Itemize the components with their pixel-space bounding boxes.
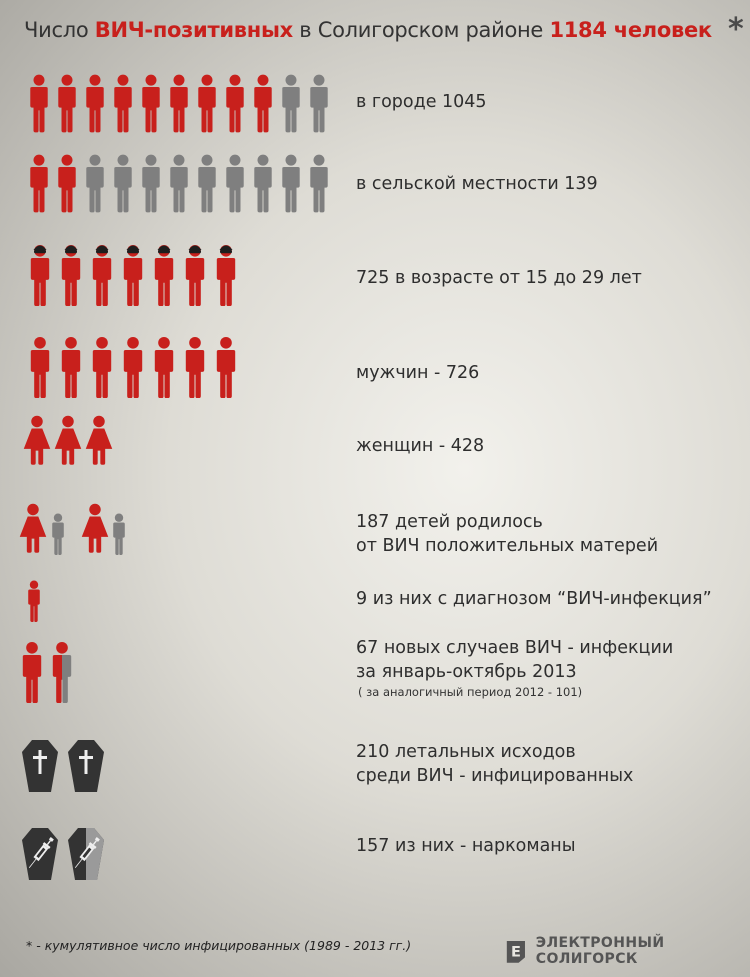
row-addicts-text: 157 из них - наркоманы — [356, 836, 576, 856]
row-women-text: женщин - 428 — [356, 436, 485, 456]
young-man-icon — [62, 245, 80, 306]
man-icon — [186, 337, 204, 398]
row-addicts-pictograms — [22, 828, 104, 880]
row-youth-text: 725 в возрасте от 15 до 29 лет — [356, 268, 642, 288]
child-icon — [113, 514, 125, 555]
child-icon — [52, 514, 64, 555]
man-icon — [23, 642, 41, 703]
coffin-syringe-icon — [22, 828, 58, 880]
title-highlight-total: 1184 человек — [549, 18, 712, 42]
row-children-text: 187 детей родилось от ВИЧ положительных матерей — [356, 512, 659, 556]
man-icon — [254, 155, 271, 213]
man-icon — [58, 155, 75, 213]
young-man-icon — [155, 245, 173, 306]
coffin-cross-icon — [22, 740, 58, 792]
child-icon — [28, 581, 40, 622]
man-icon — [114, 155, 131, 213]
svg-text:Е: Е — [510, 944, 521, 961]
row-deaths-pictograms — [22, 740, 104, 792]
man-icon — [114, 75, 131, 133]
man-icon — [310, 155, 327, 213]
woman-icon — [24, 416, 50, 465]
row-diagnosed-pictograms — [28, 581, 40, 622]
row-city-pictograms — [30, 75, 327, 133]
row-youth-pictograms — [31, 245, 235, 306]
man-icon — [142, 75, 159, 133]
row-new-cases-text: 67 новых случаев ВИЧ - инфекции за январь-октябрь 2013 ( за аналогичный период 2012 - 101) — [356, 638, 674, 699]
man-icon — [310, 75, 327, 133]
man-icon — [142, 155, 159, 213]
man-icon — [93, 337, 111, 398]
coffin-cross-icon — [68, 740, 104, 792]
brand-logo-icon — [505, 938, 527, 964]
brand — [505, 935, 750, 967]
man-icon — [198, 155, 215, 213]
man-icon — [30, 75, 47, 133]
man-icon — [58, 75, 75, 133]
woman-icon — [82, 504, 108, 553]
man-icon — [226, 75, 243, 133]
man-icon — [53, 642, 71, 703]
row-rural-pictograms — [30, 155, 327, 213]
woman-icon — [20, 504, 46, 553]
man-icon — [124, 337, 142, 398]
row-new-cases-note: ( за аналогичный период 2012 - 101) — [358, 685, 583, 699]
woman-icon — [86, 416, 112, 465]
man-icon — [30, 155, 47, 213]
coffin-syringe-icon — [68, 828, 104, 880]
man-icon — [198, 75, 215, 133]
man-icon — [170, 75, 187, 133]
row-women-pictograms — [24, 416, 112, 465]
infographic-title: Число ВИЧ-позитивных в Солигорском районе 1184 человек — [24, 18, 712, 42]
man-icon — [31, 337, 49, 398]
young-man-icon — [217, 245, 235, 306]
row-men-text: мужчин - 726 — [356, 363, 480, 383]
young-man-icon — [93, 245, 111, 306]
young-man-icon — [124, 245, 142, 306]
man-icon — [62, 337, 80, 398]
man-icon — [282, 75, 299, 133]
row-rural-text: в сельской местности 139 — [356, 174, 598, 194]
title-highlight-hiv: ВИЧ-позитивных — [94, 18, 293, 42]
man-icon — [282, 155, 299, 213]
row-children-pictograms — [20, 504, 125, 555]
man-icon — [254, 75, 271, 133]
young-man-icon — [186, 245, 204, 306]
man-icon — [86, 75, 103, 133]
young-man-icon — [31, 245, 49, 306]
row-men-pictograms — [31, 337, 235, 398]
footnote: * - кумулятивное число инфицированных (1989 - 2013 гг.) — [26, 938, 412, 953]
man-icon — [170, 155, 187, 213]
man-icon — [217, 337, 235, 398]
man-icon — [155, 337, 173, 398]
row-diagnosed-text: 9 из них с диагнозом “ВИЧ-инфекция” — [356, 589, 712, 609]
row-deaths-text: 210 летальных исходов среди ВИЧ - инфицированных — [356, 742, 634, 786]
title-asterisk: * — [728, 12, 744, 47]
woman-icon — [55, 416, 81, 465]
man-icon — [226, 155, 243, 213]
row-city-text: в городе 1045 — [356, 92, 487, 112]
man-icon — [86, 155, 103, 213]
row-new-cases-pictograms — [23, 642, 71, 703]
brand-name: ЭЛЕКТРОННЫЙ СОЛИГОРСК — [535, 935, 665, 967]
